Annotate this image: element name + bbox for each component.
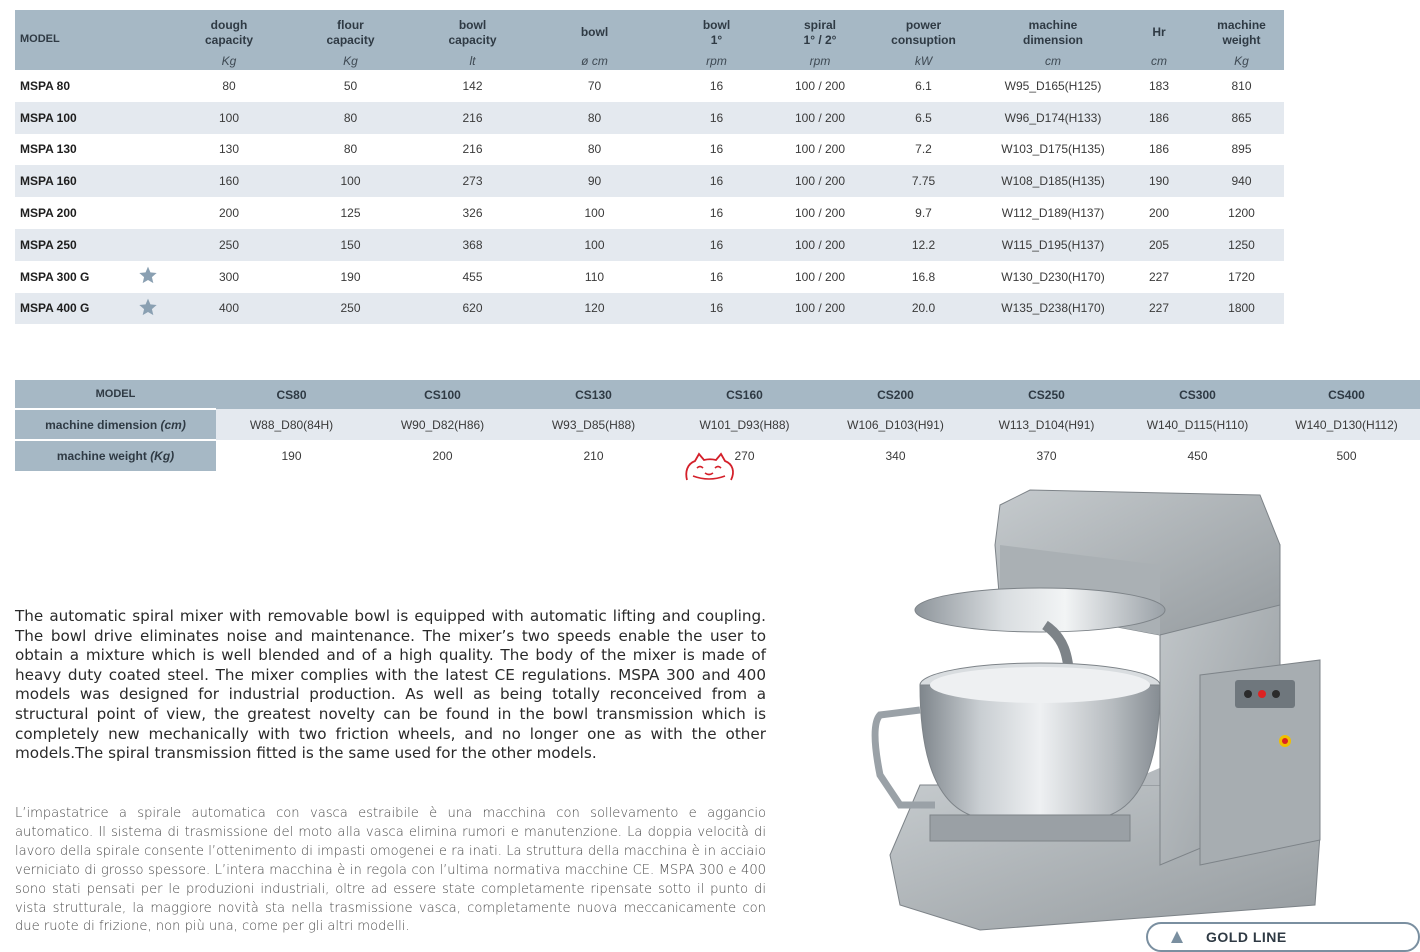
cs-weight-label: machine weight (Kg)	[15, 440, 216, 471]
bowl-diameter-cell: 90	[587, 174, 602, 189]
bowl-diameter-cell: 110	[584, 269, 605, 284]
mspa-spec-table	[15, 10, 1284, 324]
star-cell	[130, 197, 166, 229]
flour-cell: 250	[340, 301, 361, 316]
header-spiral-rpm: spiral 1° / 2°	[780, 10, 860, 51]
cs-dimension-cell: W140_D115(H110)	[1122, 409, 1273, 440]
bowl-rpm-cell: 16	[709, 269, 724, 284]
bowl-rpm-cell: 16	[709, 301, 724, 316]
spiral-rpm-cell: 100 / 200	[794, 174, 846, 189]
dough-cell: 200	[218, 206, 240, 221]
model-cell: MSPA 300 G	[20, 269, 90, 284]
flour-cell: 150	[340, 237, 361, 252]
unit-hr: cm	[1119, 51, 1199, 70]
header-model: MODEL	[15, 10, 130, 51]
bowl-capacity-cell: 455	[462, 269, 483, 284]
star-icon	[138, 297, 158, 317]
cs-header-model: MODEL	[15, 380, 216, 409]
bowl-capacity-cell: 216	[462, 142, 483, 157]
bowl-rpm-cell: 16	[709, 174, 724, 189]
table-row	[15, 197, 1284, 229]
cs-dimension-cell: W106_D103(H91)	[820, 409, 971, 440]
cs-weight-cell: 270	[734, 448, 755, 463]
unit-model	[15, 51, 130, 70]
cs-model-header: CS400	[1273, 380, 1420, 409]
unit-spiral-rpm: rpm	[780, 51, 860, 70]
cs-model-header: CS250	[971, 380, 1122, 409]
cs-dimension-cell: W113_D104(H91)	[971, 409, 1122, 440]
cs-model-header: CS300	[1122, 380, 1273, 409]
hr-cell: 200	[1148, 206, 1170, 221]
bowl-rpm-cell: 16	[709, 110, 724, 125]
weight-cell: 1720	[1228, 269, 1255, 284]
cs-model-header: CS160	[669, 380, 820, 409]
model-cell: MSPA 130	[20, 142, 77, 157]
gold-line-label: GOLD LINE	[1206, 929, 1287, 945]
spiral-mixer-image	[860, 485, 1330, 936]
unit-bowl-diameter: ø cm	[536, 51, 653, 70]
table-row	[15, 229, 1284, 261]
cs-dimension-cell: W93_D85(H88)	[518, 409, 669, 440]
bowl-diameter-cell: 80	[587, 110, 602, 125]
flour-cell: 80	[343, 142, 358, 157]
power-cell: 20.0	[911, 301, 936, 316]
bowl-rpm-cell: 16	[709, 206, 724, 221]
model-cell: MSPA 100	[20, 110, 77, 125]
hr-cell: 183	[1148, 78, 1170, 93]
hr-cell: 227	[1148, 269, 1170, 284]
bowl-rpm-cell: 16	[709, 237, 724, 252]
cs-model-header: CS130	[518, 380, 669, 409]
dimension-cell: W95_D165(H125)	[1004, 78, 1102, 93]
weight-cell: 940	[1231, 174, 1252, 189]
header-weight: machine weight	[1199, 10, 1284, 51]
hr-cell: 227	[1148, 301, 1170, 316]
star-cell	[130, 134, 166, 166]
hr-cell: 205	[1148, 237, 1170, 252]
cs-weight-cell: 200	[432, 448, 453, 463]
cs-dimension-cell: W101_D93(H88)	[669, 409, 820, 440]
bowl-diameter-cell: 70	[587, 78, 602, 93]
dough-cell: 300	[218, 269, 240, 284]
bowl-capacity-cell: 368	[462, 237, 483, 252]
cs-dimension-label: machine dimension (cm)	[15, 409, 216, 440]
star-cell	[130, 165, 166, 197]
bowl-rpm-cell: 16	[709, 78, 724, 93]
header-bowl-rpm: bowl 1°	[653, 10, 780, 51]
bowl-rpm-cell: 16	[709, 142, 724, 157]
dimension-cell: W96_D174(H133)	[1004, 110, 1102, 125]
bowl-capacity-cell: 273	[462, 174, 483, 189]
unit-bowl-rpm: rpm	[653, 51, 780, 70]
bowl-diameter-cell: 100	[584, 206, 605, 221]
power-cell: 16.8	[911, 269, 936, 284]
description-english: The automatic spiral mixer with removable bowl is equipped with automatic lifting and coupling. The bowl drive eliminates noise and maintenance. The mixer’s two speeds enable the user to obtain a mixture which is well blended and of a high quality. The body of the mixer is made of heavy duty coated steel. The mixer complies with the latest CE regulations. MSPA 300 and 400 models was designed for industrial production. As well as being totally reconceived from a structural point of view, the greatest novelty can be found in the bowl transmission which is completely new mechanically with two friction wheels, and no longer one as with the other models.The spiral transmission fitted is the same used for the other models.	[15, 607, 766, 763]
weight-cell: 1200	[1228, 206, 1255, 221]
model-cell: MSPA 250	[20, 237, 77, 252]
cat-logo-icon	[683, 452, 735, 482]
dimension-cell: W103_D175(H135)	[1001, 142, 1105, 157]
header-bowl-capacity: bowl capacity	[409, 10, 536, 51]
table-row	[15, 134, 1284, 166]
spec-header-row	[15, 10, 1284, 51]
table-row	[15, 165, 1284, 197]
dough-cell: 400	[218, 301, 240, 316]
unit-dimension: cm	[987, 51, 1119, 70]
bowl-capacity-cell: 620	[462, 301, 483, 316]
dough-cell: 250	[218, 237, 240, 252]
unit-power: kW	[860, 51, 987, 70]
dough-cell: 130	[218, 142, 240, 157]
model-cell: MSPA 80	[20, 78, 71, 93]
hr-cell: 186	[1148, 142, 1170, 157]
hr-cell: 190	[1148, 174, 1170, 189]
cs-weight-cell: 210	[583, 448, 604, 463]
dough-cell: 160	[218, 174, 240, 189]
cs-dimension-row	[15, 409, 1420, 440]
power-cell: 6.5	[915, 110, 932, 125]
flour-cell: 190	[340, 269, 361, 284]
star-cell	[130, 70, 166, 102]
gold-line-icon	[1170, 930, 1184, 944]
star-cell	[130, 229, 166, 261]
flour-cell: 100	[340, 174, 361, 189]
cs-weight-cell: 190	[281, 448, 302, 463]
bowl-capacity-cell: 142	[462, 78, 483, 93]
header-dough: dough capacity	[166, 10, 292, 51]
cs-dimension-cell: W90_D82(H86)	[367, 409, 518, 440]
power-cell: 7.75	[911, 174, 936, 189]
weight-cell: 895	[1231, 142, 1252, 157]
cs-dimension-cell: W88_D80(84H)	[216, 409, 367, 440]
unit-star	[130, 51, 166, 70]
hr-cell: 186	[1148, 110, 1170, 125]
dimension-cell: W115_D195(H137)	[1001, 237, 1105, 252]
spec-table-body	[15, 70, 1284, 324]
flour-cell: 80	[343, 110, 358, 125]
cs-model-header: CS80	[216, 380, 367, 409]
dough-cell: 100	[218, 110, 240, 125]
model-cell: MSPA 200	[20, 206, 77, 221]
dimension-cell: W112_D189(H137)	[1001, 206, 1105, 221]
gold-line-badge	[1146, 922, 1420, 952]
spiral-rpm-cell: 100 / 200	[794, 206, 846, 221]
spec-units-row	[15, 51, 1284, 70]
dough-cell: 80	[222, 78, 236, 93]
cs-model-header: CS200	[820, 380, 971, 409]
table-row	[15, 261, 1284, 293]
bowl-diameter-cell: 100	[584, 237, 605, 252]
star-cell	[130, 261, 166, 293]
weight-cell: 1250	[1228, 237, 1255, 252]
dimension-cell: W135_D238(H170)	[1001, 301, 1105, 316]
unit-weight: Kg	[1199, 51, 1284, 70]
description-italian: L’impastatrice a spirale automatica con vasca estraibile è una macchina con sollevamento e aggancio automatico. Il sistema di trasmissione del moto alla vasca elimina rumori e manutenzione. La doppia velocità di lavoro della spirale consente l’ottenimento di impasti omogenei e ra inati. La struttura della macchina è in acciaio verniciato di grosso spessore. L’intera macchina è in regola con l’ultima normativa macchine CE. MSPA 300 e 400 sono stati pensati per le produzioni industriali, oltre ad essere state completamente ripensate sotto il punto di vista strutturale, la maggiore novità sta nella trasmissione vasca, completamente nuova meccanicamente con due ruote di frizione, non più una, come per gli altri modelli.	[15, 806, 766, 935]
unit-dough: Kg	[166, 51, 292, 70]
header-flour: flour capacity	[292, 10, 409, 51]
spiral-rpm-cell: 100 / 200	[794, 269, 846, 284]
header-dimension: machine dimension	[987, 10, 1119, 51]
cs-weight-cell: 500	[1336, 448, 1357, 463]
bowl-capacity-cell: 326	[462, 206, 483, 221]
cs-weight-cell: 340	[885, 448, 906, 463]
cs-model-header: CS100	[367, 380, 518, 409]
header-star	[130, 10, 166, 51]
model-cell: MSPA 400 G	[20, 301, 90, 316]
weight-cell: 1800	[1228, 301, 1255, 316]
spiral-rpm-cell: 100 / 200	[794, 142, 846, 157]
header-bowl-diameter: bowl	[536, 10, 653, 51]
model-cell: MSPA 160	[20, 174, 77, 189]
dimension-cell: W130_D230(H170)	[1001, 269, 1105, 284]
weight-cell: 810	[1231, 78, 1252, 93]
star-icon	[138, 265, 158, 285]
spiral-rpm-cell: 100 / 200	[794, 237, 846, 252]
power-cell: 7.2	[915, 142, 932, 157]
power-cell: 6.1	[915, 78, 932, 93]
spiral-rpm-cell: 100 / 200	[794, 110, 846, 125]
table-row	[15, 102, 1284, 134]
cs-header-row	[15, 380, 1420, 409]
weight-cell: 865	[1231, 110, 1252, 125]
power-cell: 9.7	[915, 206, 932, 221]
cs-dimension-cell: W140_D130(H112)	[1273, 409, 1420, 440]
bowl-diameter-cell: 120	[584, 301, 605, 316]
cs-weight-cell: 450	[1187, 448, 1208, 463]
table-row	[15, 70, 1284, 102]
bowl-diameter-cell: 80	[587, 142, 602, 157]
header-hr: Hr	[1119, 10, 1199, 51]
bowl-capacity-cell: 216	[462, 110, 483, 125]
flour-cell: 50	[343, 78, 358, 93]
star-cell	[130, 102, 166, 134]
spiral-rpm-cell: 100 / 200	[794, 78, 846, 93]
power-cell: 12.2	[911, 237, 936, 252]
cs-weight-cell: 370	[1036, 448, 1057, 463]
table-row	[15, 293, 1284, 325]
unit-flour: Kg	[292, 51, 409, 70]
unit-bowl-capacity: lt	[409, 51, 536, 70]
header-power: power consuption	[860, 10, 987, 51]
flour-cell: 125	[340, 206, 361, 221]
star-cell	[130, 293, 166, 325]
dimension-cell: W108_D185(H135)	[1001, 174, 1105, 189]
spiral-rpm-cell: 100 / 200	[794, 301, 846, 316]
